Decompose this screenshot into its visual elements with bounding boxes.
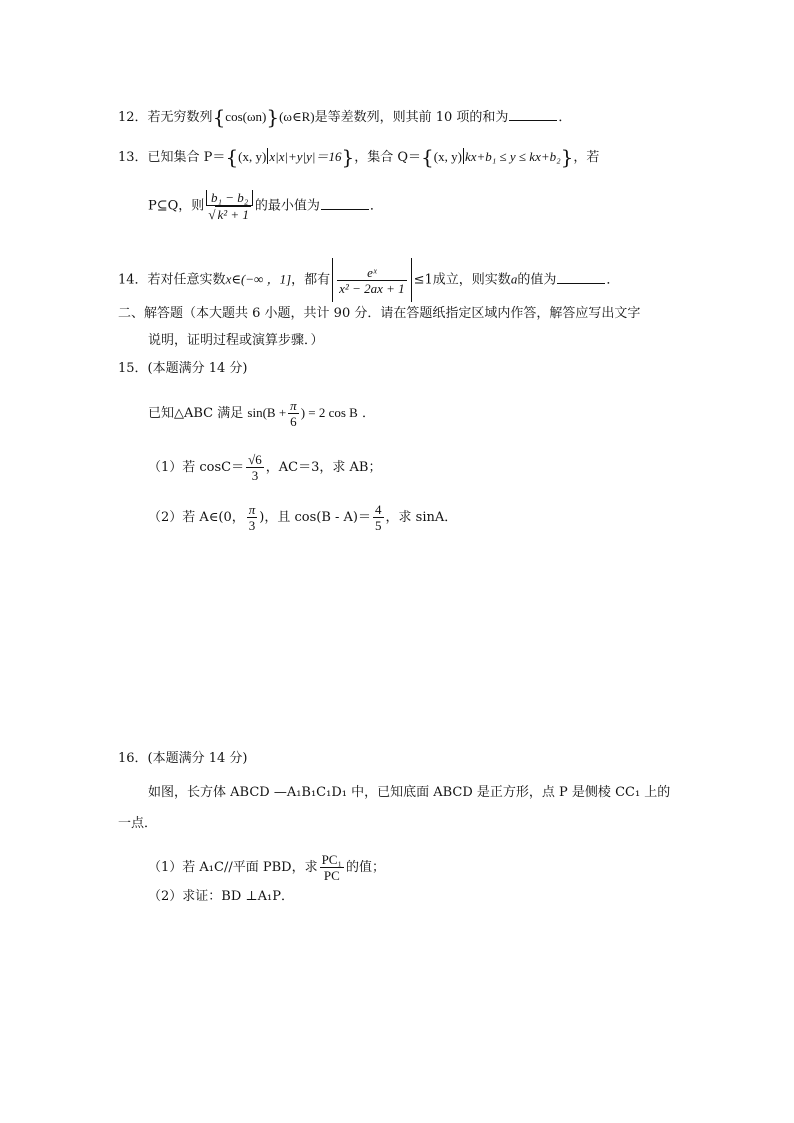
question-text: ，求 sinA． <box>385 510 458 525</box>
fraction-denominator: 3 <box>248 518 256 533</box>
question-text: ，若 <box>573 150 600 165</box>
punctuation: ． <box>606 272 620 288</box>
set-element: (x, y) <box>238 149 267 164</box>
fraction <box>206 190 253 222</box>
question-13-line2 <box>148 190 383 222</box>
fraction-numerator: b₁ − b₂ <box>206 190 253 206</box>
question-15-header: 15．(本题满分 14 分) <box>118 361 248 376</box>
question-text: 若对任意实数 <box>147 272 226 288</box>
set-element: (x, y) <box>433 149 462 164</box>
left-brace: { <box>212 105 226 129</box>
question-number: 12． <box>118 110 148 125</box>
question-15-stem <box>148 398 375 429</box>
question-text: ≤1成立，则实数 <box>413 272 511 288</box>
question-text: 的最小值为 <box>254 198 320 214</box>
question-15-part2 <box>148 502 457 533</box>
question-16-header: 16．(本题满分 14 分) <box>118 751 248 766</box>
math-condition: (ω∈R) <box>279 109 315 124</box>
abs-bar-right <box>411 258 412 302</box>
question-text: 已知集合 P＝ <box>147 150 226 165</box>
right-brace: } <box>341 145 355 169</box>
fraction-numerator: eˣ <box>337 265 406 281</box>
question-text: )，且 cos(B - A)＝ <box>259 510 372 525</box>
fraction-numerator: 4 <box>375 502 382 517</box>
question-text: 的值； <box>346 860 386 875</box>
fraction-denominator: √ k² + 1 <box>208 207 249 222</box>
fraction-denominator: x² − 2ax + 1 <box>339 280 405 296</box>
right-brace: } <box>560 145 574 169</box>
punctuation: ． <box>558 110 572 125</box>
answer-blank <box>557 271 605 284</box>
math-expression: sin(B + <box>247 405 287 420</box>
question-text: ，集合 Q＝ <box>354 150 422 165</box>
fraction-denominator: 5 <box>375 518 382 533</box>
set-bar <box>463 148 464 164</box>
question-number: 13． <box>118 150 148 165</box>
set-condition: x|x|+y|y|＝16 <box>269 149 342 164</box>
math-expression: cos(ωn) <box>225 109 267 124</box>
sqrt-content: k² + 1 <box>217 207 249 222</box>
punctuation: ． <box>362 406 376 421</box>
section-heading-line2: 说明，证明过程或演算步骤．） <box>148 333 324 348</box>
question-text: ，AC＝3，求 AB； <box>265 460 382 475</box>
question-text: ，都有 <box>291 272 331 288</box>
fraction <box>288 398 299 429</box>
question-text: 是等差数列，则其前 10 项的和为 <box>314 110 509 125</box>
left-brace: { <box>421 145 434 169</box>
fraction-numerator: PC₁ <box>321 852 343 867</box>
fraction <box>246 452 264 483</box>
question-text: （2）若 A∈(0， <box>148 510 245 525</box>
question-15-part1 <box>148 452 381 483</box>
fraction-numerator: π <box>248 502 256 517</box>
fraction-denominator: 6 <box>290 414 297 429</box>
question-14 <box>118 258 619 302</box>
question-text: 已知△ABC 满足 <box>148 406 244 421</box>
fraction <box>247 502 258 533</box>
abs-bar-left <box>332 258 333 302</box>
set-condition: kx+b₁ ≤ y ≤ kx+b₂ <box>464 149 561 164</box>
fraction-numerator: π <box>290 398 297 413</box>
question-16-part1 <box>148 852 385 883</box>
fraction <box>337 265 406 296</box>
variable: a <box>510 271 518 287</box>
question-13 <box>118 145 600 169</box>
question-number: 14． <box>118 272 148 288</box>
section-heading: 二、解答题（本大题共 6 小题，共计 90 分．请在答题纸指定区域内作答，解答应写出文字 <box>118 306 641 321</box>
question-text: 的值为 <box>517 272 557 288</box>
fraction-denominator: 3 <box>251 468 259 483</box>
question-text: P⊆Q，则 <box>148 198 205 214</box>
question-16-part2: （2）求证：BD ⊥A₁P． <box>148 889 294 904</box>
question-16-stem: 如图，长方体 ABCD —A₁B₁C₁D₁ 中，已知底面 ABCD 是正方形，点 P 是侧棱 CC₁ 上的 <box>148 785 671 800</box>
fraction <box>320 852 344 883</box>
fraction-denominator: PC <box>323 868 340 883</box>
right-brace: } <box>266 105 280 129</box>
math-condition: x∈(−∞ ，1] <box>225 271 292 287</box>
question-16-stem-line2: 一点． <box>118 816 158 831</box>
question-text: （1）若 A₁C//平面 PBD，求 <box>148 860 318 875</box>
question-12 <box>118 105 572 129</box>
left-brace: { <box>225 145 239 169</box>
math-expression: ) = 2 cos B <box>300 405 358 420</box>
question-text: 若无穷数列 <box>147 110 213 125</box>
fraction-numerator: √6 <box>248 452 262 467</box>
fraction <box>373 502 384 533</box>
answer-blank <box>321 197 369 210</box>
question-text: （1）若 cosC＝ <box>148 460 245 475</box>
punctuation: ． <box>369 198 383 214</box>
answer-blank <box>509 108 557 121</box>
